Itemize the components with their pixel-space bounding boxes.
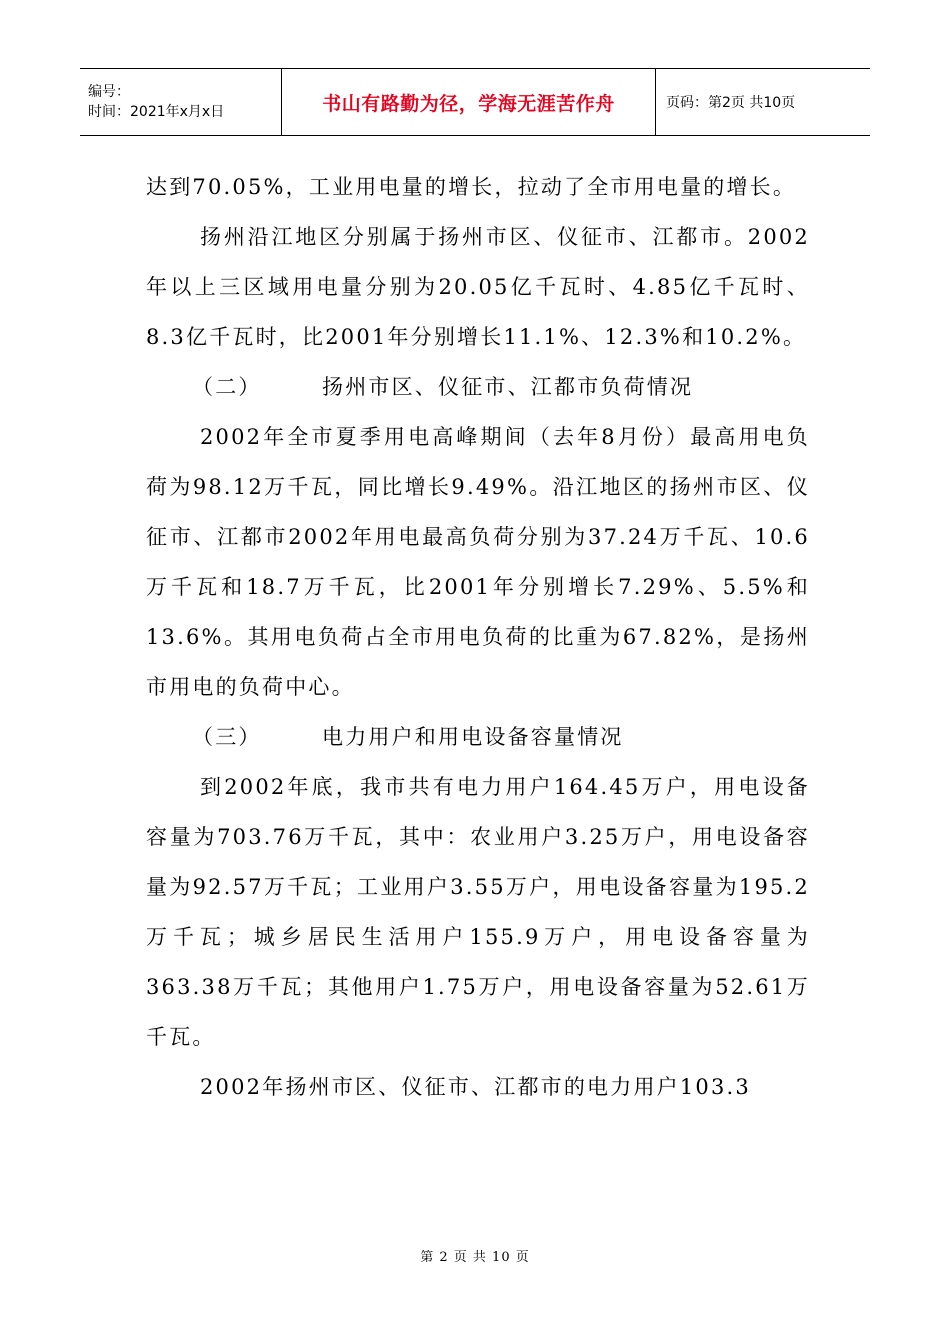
header-page-number: 页码：第2页 共10页 [666,95,796,111]
paragraph-5: 2002年扬州市区、仪征市、江都市的电力用户103.3 [200,1075,751,1099]
section-heading-3 [146,712,810,762]
section-number-3: （三） [192,725,262,749]
section-title-3: 电力用户和用电设备容量情况 [322,725,624,749]
paragraph-1: 达到70.05%，工业用电量的增长，拉动了全市用电量的增长。 [146,175,797,199]
header-motto: 书山有路勤为径，学海无涯苦作舟 [322,92,615,115]
section-heading-2 [146,362,810,412]
section-title-2: 扬州市区、仪征市、江都市负荷情况 [322,375,694,399]
header-right-cell [656,69,870,135]
document-number-label: 编号： [88,84,130,100]
page-header [80,68,870,136]
paragraph-4: 到2002年底，我市共有电力用户164.45万户，用电设备容量为703.76万千瓦，其中：农业用户3.25万户，用电设备容量为92.57万千瓦；工业用户3.55万户，用电设备容量为195.2万千瓦；城乡居民生活用户155.9万户，用电设备容量为363.38万千瓦；其他用户1.75万户，用电设备容量为52.61万千瓦。 [146,775,810,1049]
document-body [146,162,810,1112]
page-footer: 第 2 页 共 10 页 [420,1250,530,1265]
section-number-2: （二） [192,375,262,399]
paragraph-3: 2002年全市夏季用电高峰期间（去年8月份）最高用电负荷为98.12万千瓦，同比增长9.49%。沿江地区的扬州市区、仪征市、江都市2002年用电最高负荷分别为37.24万千瓦、10.6万千瓦和18.7万千瓦，比2001年分别增长7.29%、5.5%和13.6%。其用电负荷占全市用电负荷的比重为67.82%，是扬州市用电的负荷中心。 [146,425,810,699]
header-middle-cell [282,69,656,135]
header-left-cell [80,69,282,135]
paragraph-2: 扬州沿江地区分别属于扬州市区、仪征市、江都市。2002年以上三区域用电量分别为20.05亿千瓦时、4.85亿千瓦时、8.3亿千瓦时，比2001年分别增长11.1%、12.3%和10.2%。 [146,225,810,349]
document-date-label: 时间：2021年x月x日 [88,104,225,120]
